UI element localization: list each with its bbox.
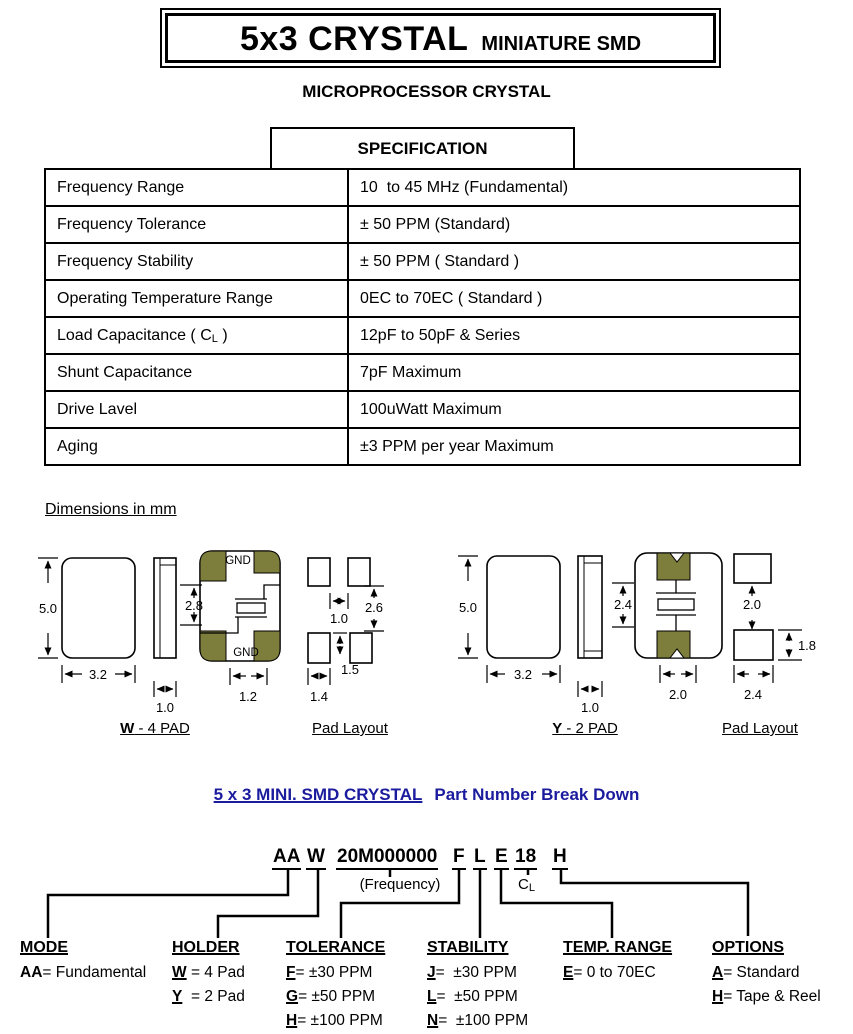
- legend-code: G: [286, 988, 299, 1005]
- legend-code: W: [172, 964, 187, 981]
- legend-item: [172, 985, 245, 1009]
- w-top-view: [62, 558, 135, 658]
- y-caption-code: Y: [552, 720, 563, 737]
- page-title-sub: MINIATURE SMD: [481, 33, 642, 55]
- pn-segment-tolerance: F: [452, 846, 466, 870]
- legend-code: L: [427, 988, 437, 1005]
- w-caption-rest: - 4 PAD: [134, 720, 190, 737]
- legend-tolerance: [286, 936, 385, 1033]
- legend-holder: [172, 936, 245, 1009]
- pn-segment-mode: AA: [272, 846, 301, 870]
- dim-label: 1.4: [309, 689, 329, 704]
- legend-code: Y: [172, 988, 183, 1005]
- y-caption: [520, 720, 650, 737]
- dim-label: 1.0: [329, 611, 349, 626]
- pn-segment-frequency: 20M000000: [336, 846, 438, 870]
- legend-desc: = Standard: [723, 964, 800, 981]
- legend-code: N: [427, 1012, 439, 1029]
- spec-value: ± 50 PPM (Standard): [348, 206, 800, 243]
- pn-segment-options: H: [552, 846, 568, 870]
- legend-code: F: [286, 964, 296, 981]
- connector-mode: [48, 870, 288, 938]
- y-side-view: [578, 556, 602, 658]
- w-crystal-symbol: [200, 585, 280, 633]
- spec-value: 100uWatt Maximum: [348, 391, 800, 428]
- spec-value: ±3 PPM per year Maximum: [348, 428, 800, 465]
- legend-item: [286, 961, 385, 985]
- legend-desc: = ±100 PPM: [438, 1012, 529, 1029]
- w-caption-code: W: [120, 720, 135, 737]
- legend-item: [427, 961, 528, 985]
- spec-value: 0EC to 70EC ( Standard ): [348, 280, 800, 317]
- dim-label: 3.2: [88, 667, 108, 682]
- legend-item: [172, 961, 245, 985]
- legend-item: [712, 985, 821, 1009]
- legend-desc: = ±30 PPM: [295, 964, 373, 981]
- table-row: [45, 391, 800, 428]
- table-row: [45, 354, 800, 391]
- cl-subscript: L: [211, 332, 218, 345]
- legend-item: [286, 985, 385, 1009]
- legend-code: A: [712, 964, 724, 981]
- dim-label: 1.0: [155, 700, 175, 715]
- table-row: [45, 280, 800, 317]
- connector-holder: [218, 870, 318, 938]
- gnd-label-top: GND: [225, 555, 251, 567]
- table-row: [45, 317, 800, 354]
- dim-label: 2.4: [613, 597, 633, 612]
- spec-label: Operating Temperature Range: [45, 280, 348, 317]
- legend-code: E: [563, 964, 574, 981]
- w-pad-layout-caption: Pad Layout: [312, 720, 388, 737]
- spec-label-text: Load Capacitance ( C: [57, 326, 212, 344]
- connector-tolerance: [341, 870, 459, 938]
- breakdown-heading-link: 5 x 3 MINI. SMD CRYSTAL: [213, 785, 423, 804]
- legend-desc: = ±50 PPM: [436, 988, 518, 1005]
- legend-code: H: [286, 1012, 298, 1029]
- legend-mode: [20, 936, 146, 985]
- spec-label: Drive Lavel: [45, 391, 348, 428]
- dim-label: 1.8: [797, 638, 817, 653]
- legend-desc: = ±50 PPM: [298, 988, 376, 1005]
- legend-temp-range: [563, 936, 672, 985]
- title-box-inner: [165, 13, 716, 63]
- w-dimension-lines: [38, 558, 267, 697]
- legend-item: [427, 985, 528, 1009]
- w-package-drawing: [30, 543, 440, 721]
- legend-tolerance-title: TOLERANCE: [286, 939, 386, 956]
- table-row: [45, 243, 800, 280]
- legend-stability-title: STABILITY: [427, 939, 509, 956]
- cl-note-sub: L: [528, 882, 535, 894]
- table-row: [45, 428, 800, 465]
- breakdown-heading: [0, 785, 853, 805]
- legend-code: H: [712, 988, 724, 1005]
- table-row: [45, 169, 800, 206]
- y-caption-rest: - 2 PAD: [562, 720, 618, 737]
- w-side-view: [154, 558, 176, 658]
- breakdown-heading-rest: Part Number Break Down: [434, 785, 640, 804]
- legend-stability: [427, 936, 528, 1033]
- legend-holder-title: HOLDER: [172, 939, 240, 956]
- title-box: [160, 8, 721, 68]
- dimensions-heading: Dimensions in mm: [45, 501, 177, 518]
- spec-value: 7pF Maximum: [348, 354, 800, 391]
- legend-item: [20, 961, 146, 985]
- legend-options-title: OPTIONS: [712, 939, 785, 956]
- spec-label-text: ): [217, 326, 228, 344]
- dim-label: 2.8: [184, 598, 204, 613]
- spec-label: Frequency Range: [45, 169, 348, 206]
- legend-desc: = ±30 PPM: [435, 964, 517, 981]
- legend-item: [427, 1009, 528, 1033]
- legend-code: J: [427, 964, 436, 981]
- pn-segment-cl: 18: [514, 846, 537, 870]
- legend-item: [563, 961, 672, 985]
- frequency-note: (Frequency): [359, 876, 441, 893]
- dim-label: 1.5: [340, 662, 360, 677]
- spec-label: [45, 317, 348, 354]
- dim-label: 2.0: [668, 687, 688, 702]
- table-row: [45, 206, 800, 243]
- spec-value: 12pF to 50pF & Series: [348, 317, 800, 354]
- page-subtitle: MICROPROCESSOR CRYSTAL: [302, 82, 551, 101]
- dim-label: 2.0: [742, 597, 762, 612]
- gnd-label-bottom: GND: [233, 647, 259, 659]
- breakdown-connector-lines: [0, 870, 853, 938]
- page-title: 5x3 CRYSTAL: [239, 20, 469, 58]
- y-crystal-symbol: [656, 580, 696, 631]
- dim-label: 3.2: [513, 667, 533, 682]
- legend-item: [286, 1009, 385, 1033]
- legend-desc: = ±100 PPM: [297, 1012, 383, 1029]
- dim-label: 2.6: [364, 600, 384, 615]
- y-package-drawing: [450, 543, 850, 721]
- dim-label: 5.0: [38, 601, 58, 616]
- pn-segment-holder: W: [306, 846, 326, 870]
- legend-temp-title: TEMP. RANGE: [563, 939, 673, 956]
- legend-desc: = 2 Pad: [182, 988, 245, 1005]
- dim-label: 1.0: [580, 700, 600, 715]
- y-top-view: [487, 556, 560, 658]
- dim-label: 5.0: [458, 600, 478, 615]
- spec-label: Frequency Tolerance: [45, 206, 348, 243]
- pn-segment-stability: L: [473, 846, 487, 870]
- spec-value: ± 50 PPM ( Standard ): [348, 243, 800, 280]
- legend-desc: = Tape & Reel: [723, 988, 821, 1005]
- y-pad-layout-caption: Pad Layout: [722, 720, 798, 737]
- legend-options: [712, 936, 821, 1009]
- pn-segment-temp: E: [494, 846, 509, 870]
- spec-label: Shunt Capacitance: [45, 354, 348, 391]
- legend-desc: = Fundamental: [42, 964, 147, 981]
- dim-label: 1.2: [238, 689, 258, 704]
- legend-desc: = 0 to 70EC: [573, 964, 656, 981]
- dim-label: 2.4: [743, 687, 763, 702]
- spec-value: 10 to 45 MHz (Fundamental): [348, 169, 800, 206]
- legend-code: AA: [20, 964, 43, 981]
- cl-note-c: C: [518, 876, 529, 893]
- legend-desc: = 4 Pad: [186, 964, 245, 981]
- connector-temp: [501, 870, 612, 938]
- spec-label: Aging: [45, 428, 348, 465]
- legend-mode-title: MODE: [20, 939, 68, 956]
- spec-label: Frequency Stability: [45, 243, 348, 280]
- w-caption: [90, 720, 220, 737]
- spec-table: [44, 168, 801, 466]
- spec-box-title: SPECIFICATION: [270, 127, 575, 170]
- legend-item: [712, 961, 821, 985]
